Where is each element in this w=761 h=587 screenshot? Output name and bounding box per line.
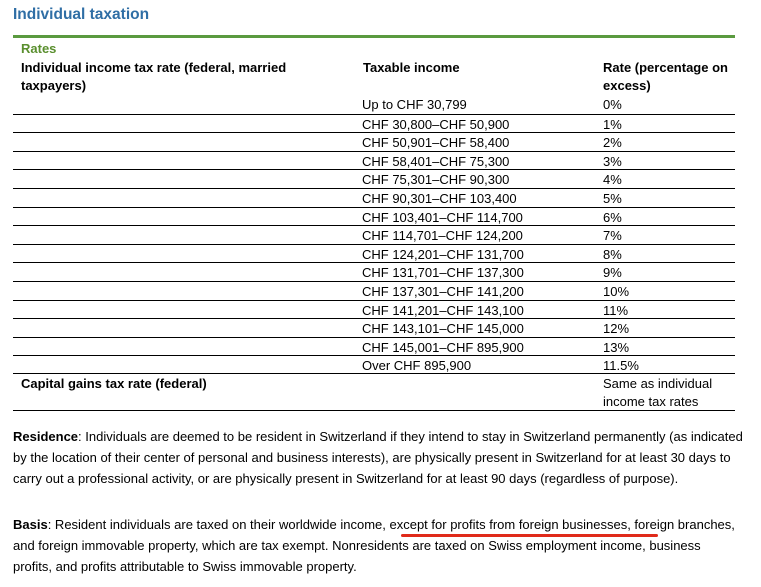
bracket-row xyxy=(13,169,735,188)
bracket-row xyxy=(13,337,735,356)
column-header-rate: Rate (percentage on excess) xyxy=(603,60,728,93)
bracket-income: CHF 75,301–CHF 90,300 xyxy=(362,172,510,188)
bracket-rate: 13% xyxy=(603,339,630,355)
capital-gains-label: Capital gains tax rate (federal) xyxy=(21,376,207,391)
capital-gains-row xyxy=(13,373,735,411)
bracket-row xyxy=(13,318,735,337)
column-header-label: Individual income tax rate (federal, married taxpayers) xyxy=(21,60,287,93)
tax-bracket-table xyxy=(13,95,735,374)
residence-text: : Individuals are deemed to be resident in Switzerland if they intend to stay in Switzerland permanently (as indicated by the location of their center of personal and business interests), are physically present in Switzerland for at least 30 days to carry out a professional activity, or are physically present in Switzerland for at least 90 days (regardless of purpose). xyxy=(13,429,743,486)
bracket-rate: 5% xyxy=(603,190,622,206)
bracket-income: CHF 131,701–CHF 137,300 xyxy=(362,265,524,281)
bracket-income: CHF 141,201–CHF 143,100 xyxy=(362,302,524,318)
bracket-rate: 11% xyxy=(603,302,629,318)
residence-paragraph xyxy=(13,426,743,489)
section-rule xyxy=(13,35,735,38)
bracket-income: CHF 58,401–CHF 75,300 xyxy=(362,153,510,169)
bracket-row xyxy=(13,207,735,226)
basis-paragraph xyxy=(13,514,743,577)
bracket-income: CHF 50,901–CHF 58,400 xyxy=(362,135,510,151)
bracket-row xyxy=(13,114,735,133)
bracket-rate: 2% xyxy=(603,135,622,151)
bracket-income: CHF 30,800–CHF 50,900 xyxy=(362,116,510,132)
bracket-rate: 11.5% xyxy=(603,358,639,374)
bracket-income: Over CHF 895,900 xyxy=(362,358,472,374)
basis-label: Basis xyxy=(13,517,48,532)
bracket-income: CHF 143,101–CHF 145,000 xyxy=(362,321,524,337)
bracket-income: Up to CHF 30,799 xyxy=(362,97,467,112)
bracket-income: CHF 124,201–CHF 131,700 xyxy=(362,246,524,262)
bracket-row xyxy=(13,262,735,281)
bracket-rate: 6% xyxy=(603,209,622,225)
bracket-row xyxy=(13,151,735,170)
bracket-row xyxy=(13,300,735,319)
bracket-row xyxy=(13,95,735,114)
bracket-rate: 7% xyxy=(603,228,622,244)
bracket-rate: 8% xyxy=(603,246,622,262)
bracket-row xyxy=(13,244,735,263)
bracket-income: CHF 114,701–CHF 124,200 xyxy=(362,228,523,244)
bracket-income: CHF 103,401–CHF 114,700 xyxy=(362,209,523,225)
bracket-row xyxy=(13,355,735,374)
bracket-rate: 0% xyxy=(603,97,622,112)
basis-text: : Resident individuals are taxed on their worldwide income, except for profits from foreign businesses, foreign branches, and foreign immovable property, which are tax exempt. Nonresidents are taxed on Swiss employment income, business profits, and profits attributable to Swiss immovable property. xyxy=(13,517,735,574)
bracket-rate: 4% xyxy=(603,172,622,188)
bracket-income: CHF 145,001–CHF 895,900 xyxy=(362,339,524,355)
bracket-rate: 10% xyxy=(603,283,630,299)
bracket-rate: 3% xyxy=(603,153,622,169)
bracket-rate: 1% xyxy=(603,116,622,132)
rates-section-label: Rates xyxy=(21,41,57,56)
bracket-row xyxy=(13,188,735,207)
red-underline-annotation xyxy=(401,534,658,537)
bracket-income: CHF 90,301–CHF 103,400 xyxy=(362,190,517,206)
residence-label: Residence xyxy=(13,429,79,444)
page-title: Individual taxation xyxy=(13,6,150,23)
capital-gains-rate: Same as individual income tax rates xyxy=(603,376,713,409)
bracket-rate: 12% xyxy=(603,321,630,337)
bracket-row xyxy=(13,132,735,151)
bracket-row xyxy=(13,281,735,300)
bracket-income: CHF 137,301–CHF 141,200 xyxy=(362,283,524,299)
bracket-rate: 9% xyxy=(603,265,622,281)
column-header-income: Taxable income xyxy=(363,60,460,75)
bracket-row xyxy=(13,225,735,244)
